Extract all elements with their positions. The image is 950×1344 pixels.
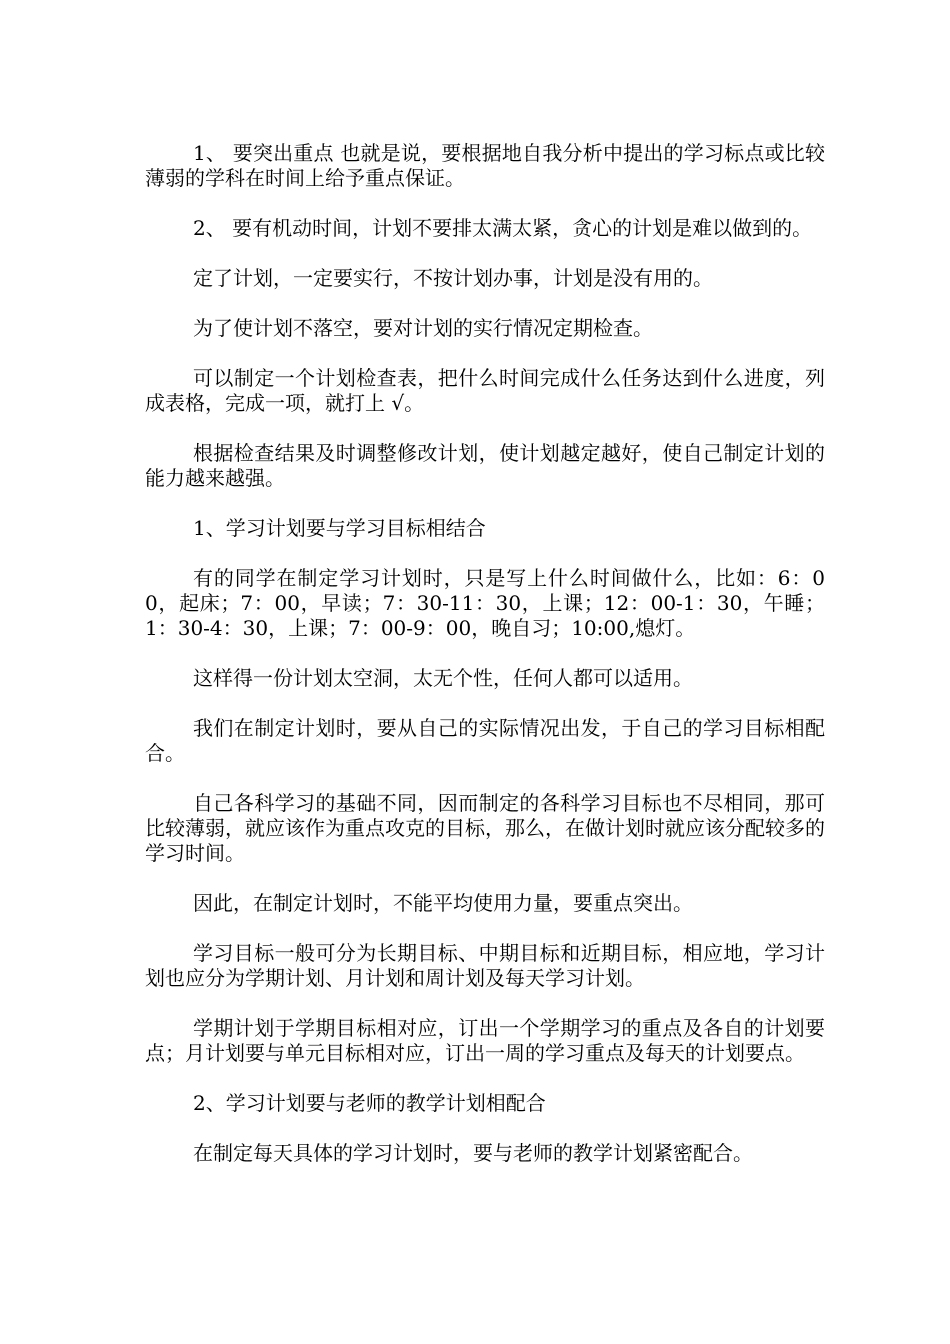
paragraph-3: 定了计划，一定要实行，不按计划办事，计划是没有用的。	[193, 266, 713, 290]
paragraph-1: 1、 要突出重点 也就是说，要根据地自我分析中提出的学习标点或比较薄弱的学科在时间上给予重点保证。	[145, 141, 825, 190]
paragraph-2: 2、 要有机动时间，计划不要排太满太紧，贪心的计划是难以做到的。	[193, 216, 813, 240]
section-heading-2: 2、学习计划要与老师的教学计划相配合	[193, 1091, 546, 1115]
document-page	[145, 141, 825, 1191]
paragraph-10: 自己各科学习的基础不同，因而制定的各科学习目标也不尽相同，那可比较薄弱，就应该作为重点攻克的目标，那么，在做计划时就应该分配较多的学习时间。	[145, 791, 825, 865]
paragraph-13: 学期计划于学期目标相对应，订出一个学期学习的重点及各自的计划要点；月计划要与单元目标相对应，订出一周的学习重点及每天的计划要点。	[145, 1016, 825, 1065]
paragraph-9: 我们在制定计划时，要从自己的实际情况出发，于自己的学习目标相配合。	[145, 716, 825, 765]
section-heading-1: 1、学习计划要与学习目标相结合	[193, 516, 486, 540]
paragraph-6: 根据检查结果及时调整修改计划，使计划越定越好，使自己制定计划的能力越来越强。	[145, 441, 825, 490]
paragraph-11: 因此，在制定计划时，不能平均使用力量，要重点突出。	[193, 891, 693, 915]
paragraph-4: 为了使计划不落空，要对计划的实行情况定期检查。	[193, 316, 653, 340]
paragraph-7: 有的同学在制定学习计划时，只是写上什么时间做什么，比如：6：00，起床；7：00，早读；7：30-11：30，上课；12：00-1：30，午睡；1：30-4：30，上课；7：00-9：00，晚自习；10:00,熄灯。	[145, 566, 825, 640]
paragraph-5: 可以制定一个计划检查表，把什么时间完成什么任务达到什么进度，列成表格，完成一项，就打上 √。	[145, 366, 825, 415]
paragraph-8: 这样得一份计划太空洞，太无个性，任何人都可以适用。	[193, 666, 693, 690]
paragraph-14: 在制定每天具体的学习计划时，要与老师的教学计划紧密配合。	[193, 1141, 753, 1165]
paragraph-12: 学习目标一般可分为长期目标、中期目标和近期目标，相应地，学习计划也应分为学期计划、月计划和周计划及每天学习计划。	[145, 941, 825, 990]
